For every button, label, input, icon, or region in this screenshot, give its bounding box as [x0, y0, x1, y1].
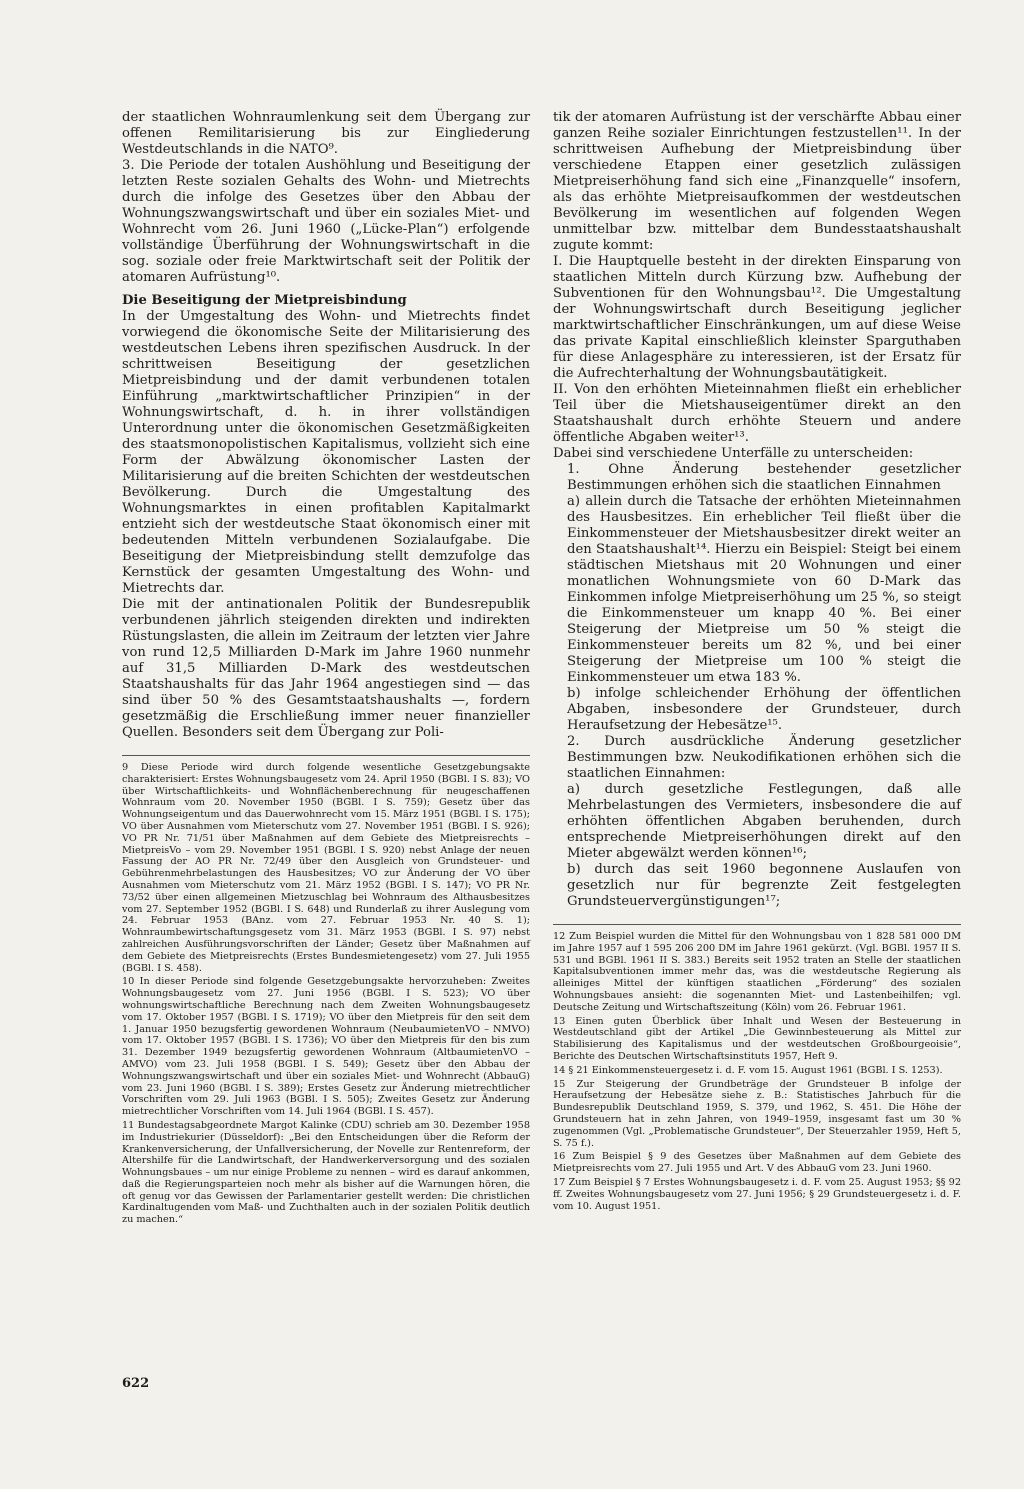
right-footnotes — [553, 931, 961, 1212]
footnote-14: 14 § 21 Einkommensteuergesetz i. d. F. vom 15. August 1961 (BGBl. I S. 1253). — [553, 1064, 943, 1076]
paragraph: tik der atomaren Aufrüstung ist der verschärfte Abbau einer ganzen Reihe sozialer Einrichtungen festzustellen¹¹. In der schrittweisen Aufhebung der Mietpreisbindung über verschiedene Etappen einer gesetzlich zulässigen Mietpreiserhöhung fand sich eine „Finanzquelle“ insofern, als das erhöhte Mietpreisaufkommen der westdeutschen Bevölkerung im wesentlichen auf folgenden Wegen unmittelbar bzw. mittelbar dem Bundesstaatshaushalt zugute kommt: — [553, 110, 961, 253]
paragraph: I. Die Hauptquelle besteht in der direkten Einsparung von staatlichen Mitteln durch Kürzung bzw. Aufhebung der Subventionen für den Wohnungsbau¹². Die Umgestaltung der Wohnungswirtschaft durch Beseitigung jeglicher marktwirtschaftlicher Einschränkungen, um auf diese Weise das private Kapital einschließlich kleinster Sparguthaben für diese Anlagesphäre zu interessieren, ist der Ersatz für die Aufrechterhaltung der Wohnungsbautätigkeit. — [553, 254, 961, 381]
paragraph: Dabei sind verschiedene Unterfälle zu unterscheiden: — [553, 446, 914, 461]
footnote-12: 12 Zum Beispiel wurden die Mittel für den Wohnungsbau von 1 828 581 000 DM im Jahre 1957 auf 1 595 206 200 DM im Jahre 1961 gekürzt. (Vgl. BGBl. 1957 II S. 531 und BGBl. 1961 II S. 383.) Bereits seit 1952 traten an Stelle der staatlichen Kapitalsubventionen immer mehr das, was die westdeutsche Regierung als alleiniges Mittel der künftigen staatlichen „Förderung“ des sozialen Wohnungsbaues ansieht: die sogenannten Miet- und Lastenbeihilfen; vgl. Deutsche Zeitung und Wirtschaftszeitung (Köln) vom 26. Februar 1961. — [553, 931, 961, 1013]
paragraph: In der Umgestaltung des Wohn- und Mietrechts findet vorwiegend die ökonomische Seite der Militarisierung des westdeutschen Lebens ihren spezifischen Ausdruck. In der schrittweisen Beseitigung der gesetzlichen Mietpreisbindung und der damit verbundenen totalen Einführung „marktwirtschaftlicher Prinzipien“ in der Wohnungswirtschaft, d. h. in ihrer vollständigen Unterordnung unter die ökonomischen Gesetzmäßigkeiten des staatsmonopolistischen Kapitalismus, vollzieht sich eine Form der Abwälzung ökonomischer Lasten der Militarisierung auf die breiten Schichten der westdeutschen Bevölkerung. Durch die Umgestaltung des Wohnungsmarktes in einen profitablen Kapitalmarkt entzieht sich der westdeutsche Staat ökonomisch einer mit bedeutenden Mitteln verbundenen Sozialaufgabe. Die Beseitigung der Mietpreisbindung stellt demzufolge das Kernstück der gesamten Umgestaltung des Wohn- und Mietrechts dar. — [122, 309, 530, 596]
paragraph: 3. Die Periode der totalen Aushöhlung und Beseitigung der letzten Reste sozialen Gehalts des Wohn- und Mietrechts durch die infolge des Gesetzes über den Abbau der Wohnungszwangswirtschaft und über ein soziales Miet- und Wohnrecht vom 26. Juni 1960 („Lücke-Plan“) erfolgende vollständige Überführung der Wohnungswirtschaft in die sog. soziale oder freie Marktwirtschaft seit der Politik der atomaren Aufrüstung¹⁰. — [122, 158, 530, 285]
paragraph: II. Von den erhöhten Mieteinnahmen fließt ein erheblicher Teil über die Mietshauseigentümer direkt an den Staatshaushalt durch erhöhte Steuern und andere öffentliche Abgaben weiter¹³. — [553, 382, 961, 445]
footnote-11: 11 Bundestagsabgeordnete Margot Kalinke (CDU) schrieb am 30. Dezember 1958 im Industriekurier (Düsseldorf): „Bei den Entscheidungen über die Reform der Krankenversicherung, der Unfallversicherung, der Novelle zur Rentenreform, der Altershilfe für die Landwirtschaft, der Handwerkerversorgung und des sozialen Wohnungsbaues – um nur einige Probleme zu nennen – wird es darauf ankommen, daß die Regierungsparteien noch mehr als bisher auf die Warnungen hören, die oft genug vor das Gewissen der Parlamentarier gestellt werden: Die christlichen Kardinaltugenden vom Maß- und Zuchthalten auch in der sozialen Politik deutlich zu machen.“ — [122, 1119, 530, 1226]
left-column — [122, 110, 530, 1228]
footnote-17: 17 Zum Beispiel § 7 Erstes Wohnungsbaugesetz i. d. F. vom 25. August 1953; §§ 92 ff. Zweites Wohnungsbaugesetz vom 27. Juni 1956; § 29 Grundsteuergesetz i. d. F. vom 10. August 1951. — [553, 1176, 961, 1212]
paragraph: Die mit der antinationalen Politik der Bundesrepublik verbundenen jährlich steigenden direkten und indirekten Rüstungslasten, die allein im Zeitraum der letzten vier Jahre von rund 12,5 Milliarden D-Mark im Jahre 1960 nunmehr auf 31,5 Milliarden D-Mark des westdeutschen Staatshaushalts für das Jahr 1964 angestiegen sind — das sind über 50 % des Gesamtstaatshaushalts —, fordern gesetzmäßig die Erschließung immer neuer finanzieller Quellen. Besonders seit dem Übergang zur Poli- — [122, 597, 530, 740]
left-footnotes — [122, 762, 530, 1226]
paragraph: b) infolge schleichender Erhöhung der öffentlichen Abgaben, insbesondere der Grundsteuer, durch Heraufsetzung der Hebesätze¹⁵. — [567, 686, 961, 733]
section-heading: Die Beseitigung der Mietpreisbindung — [122, 293, 407, 308]
left-body-text — [122, 110, 530, 741]
footnote-16: 16 Zum Beispiel § 9 des Gesetzes über Maßnahmen auf dem Gebiete des Mietpreisrechts vom 27. Juli 1955 und Art. V des AbbauG vom 23. Juni 1960. — [553, 1151, 961, 1175]
footnote-10: 10 In dieser Periode sind folgende Gesetzgebungsakte hervorzuheben: Zweites Wohnungsbaugesetz vom 27. Juni 1956 (BGBl. I S. 523); VO über wohnungswirtschaftliche Berechnung nach dem Zweiten Wohnungsbaugesetz vom 17. Oktober 1957 (BGBl. I S. 1719); VO über den Mietpreis für den seit dem 1. Januar 1950 bezugsfertig gewordenen Wohnraum (NeubaumietenVO – NMVO) vom 17. Oktober 1957 (BGBl. I S. 1736); VO über den Mietpreis für den bis zum 31. Dezember 1949 bezugsfertig gewordenen Wohnraum (AltbaumietenVO – AMVO) vom 23. Juli 1958 (BGBl. I S. 549); Gesetz über den Abbau der Wohnungszwangswirtschaft und über ein soziales Miet- und Wohnrecht (AbbauG) vom 23. Juni 1960 (BGBl. I S. 389); Erstes Gesetz zur Änderung mietrechtlicher Vorschriften vom 29. Juli 1963 (BGBl. I S. 505); Zweites Gesetz zur Änderung mietrechtlicher Vorschriften vom 14. Juli 1964 (BGBl. I S. 457). — [122, 976, 530, 1118]
paragraph: a) allein durch die Tatsache der erhöhten Mieteinnahmen des Hausbesitzes. Ein erheblicher Teil fließt über die Einkommensteuer der Mietshausbesitzer direkt weiter an den Staatshaushalt¹⁴. Hierzu ein Beispiel: Steigt bei einem städtischen Mietshaus mit 20 Wohnungen und einer monatlichen Wohnungsmiete von 60 D-Mark das Einkommen infolge Mietpreiserhöhung um 25 %, so steigt die Einkommensteuer um knapp 40 %. Bei einer Steigerung der Mietpreise um 50 % steigt die Einkommensteuer bereits um 82 %, und bei einer Steigerung der Mietpreise um 100 % steigt die Einkommensteuer um etwa 183 %. — [567, 494, 961, 685]
footnote-9: 9 Diese Periode wird durch folgende wesentliche Gesetzgebungsakte charakterisiert: Erstes Wohnungsbaugesetz vom 24. April 1950 (BGBl. I S. 83); VO über Wirtschaftlichkeits- und Wohnflächenberechnung für neugeschaffenen Wohnraum vom 20. November 1950 (BGBl. I S. 759); Gesetz über das Wohnungseigentum und das Dauerwohnrecht vom 15. März 1951 (BGBl. I S. 175); VO über Ausnahmen vom Mieterschutz vom 27. November 1951 (BGBl. I S. 926); VO PR Nr. 71/51 über Maßnahmen auf dem Gebiete des Mietpreisrechts – MietpreisVo – vom 29. November 1951 (BGBl. I S. 920) nebst Anlage der neuen Fassung der AO PR Nr. 72/49 über den Ausgleich von Grundsteuer- und Gebührenmehrbelastungen des Hausbesitzes; VO zur Änderung der VO über Ausnahmen vom Mieterschutz vom 21. März 1952 (BGBl. I S. 147); VO PR Nr. 73/52 über einen allgemeinen Mietzuschlag bei Wohnraum des Althausbesitzes vom 27. September 1952 (BGBl. I S. 648) und Runderlaß zu ihrer Auslegung vom 24. Februar 1953 (BAnz. vom 27. Februar 1953 Nr. 40 S. 1); Wohnraumbewirtschaftungsgesetz vom 31. März 1953 (BGBl. I S. 97) nebst zahlreichen Ausführungsvorschriften der Länder; Gesetz über Maßnahmen auf dem Gebiete des Mietpreisrechts (Erstes Bundesmietengesetz) vom 27. Juli 1955 (BGBl. I S. 458). — [122, 762, 530, 974]
paragraph: der staatlichen Wohnraumlenkung seit dem Übergang zur offenen Remilitarisierung bis zur Eingliederung Westdeutschlands in die NATO⁹. — [122, 110, 530, 157]
paragraph: a) durch gesetzliche Festlegungen, daß alle Mehrbelastungen des Vermieters, insbesondere die auf erhöhten öffentlichen Abgaben beruhenden, durch entsprechende Mietpreiserhöhungen direkt auf den Mieter abgewälzt werden können¹⁶; — [567, 782, 961, 861]
footnote-divider — [122, 755, 530, 756]
right-body-text — [553, 110, 961, 910]
footnote-divider — [553, 924, 961, 925]
paragraph: b) durch das seit 1960 begonnene Auslaufen von gesetzlich nur für begrenzte Zeit festgelegten Grundsteuervergünstigungen¹⁷; — [567, 862, 961, 909]
right-column — [553, 110, 961, 1214]
paragraph: 1. Ohne Änderung bestehender gesetzlicher Bestimmungen erhöhen sich die staatlichen Einnahmen — [567, 462, 961, 493]
footnote-15: 15 Zur Steigerung der Grundbeträge der Grundsteuer B infolge der Heraufsetzung der Hebesätze siehe z. B.: Statistisches Jahrbuch für die Bundesrepublik Deutschland 1959, S. 379, und 1962, S. 451. Die Höhe der Grundsteuern hat in zehn Jahren, von 1949–1959, insgesamt fast um 30 % zugenommen (Vgl. „Problematische Grundsteuer“, Der Steuerzahler 1959, Heft 5, S. 75 f.). — [553, 1078, 961, 1149]
page-number: 622 — [122, 1376, 150, 1391]
paragraph: 2. Durch ausdrückliche Änderung gesetzlicher Bestimmungen bzw. Neukodifikationen erhöhen sich die staatlichen Einnahmen: — [567, 734, 961, 781]
footnote-13: 13 Einen guten Überblick über Inhalt und Wesen der Besteuerung in Westdeutschland gibt der Artikel „Die Gewinnbesteuerung als Mittel zur Stabilisierung des Kapitalismus und der westdeutschen Großbourgeoisie“, Berichte des Deutschen Wirtschaftsinstituts 1957, Heft 9. — [553, 1015, 961, 1062]
